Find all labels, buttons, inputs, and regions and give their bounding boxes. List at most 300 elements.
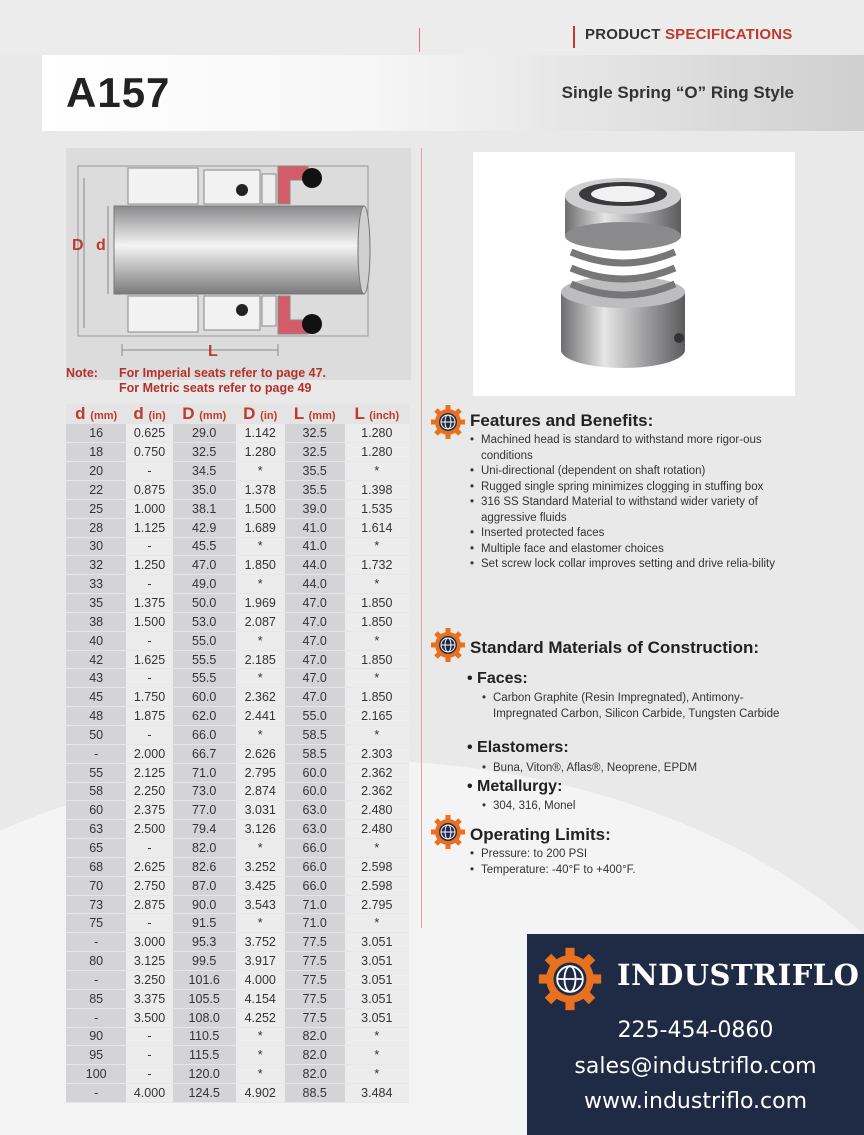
diagram-panel — [66, 148, 411, 380]
faces-label: • Faces: — [467, 670, 528, 687]
table-cell: 55.0 — [285, 707, 345, 726]
faces-list — [482, 691, 782, 722]
table-cell: 4.902 — [236, 1084, 285, 1103]
column-divider — [421, 148, 422, 928]
section-label — [573, 26, 793, 48]
column-symbol: D — [243, 404, 256, 423]
column-unit: (mm) — [90, 410, 118, 422]
table-cell: 124.5 — [173, 1084, 236, 1103]
table-row — [66, 537, 409, 556]
table-cell: * — [345, 669, 409, 688]
table-cell: - — [66, 744, 126, 763]
table-row — [66, 1008, 409, 1027]
features-title: Features and Benefits: — [470, 411, 654, 430]
table-cell: 38.1 — [173, 499, 236, 518]
table-cell: 2.303 — [345, 744, 409, 763]
table-cell: 62.0 — [173, 707, 236, 726]
table-row — [66, 763, 409, 782]
table-cell: 3.252 — [236, 857, 285, 876]
list-item: • Rugged single spring minimizes clogging in stuffing box — [470, 480, 790, 496]
list-item: • Set screw lock collar improves setting and drive relia-bility — [470, 557, 790, 573]
column-symbol: d — [133, 404, 144, 423]
table-cell: 77.5 — [285, 952, 345, 971]
list-item: • Buna, Viton®, Aflas®, Neoprene, EPDM — [482, 761, 782, 777]
table-cell: 2.598 — [345, 857, 409, 876]
table-cell: 47.0 — [173, 556, 236, 575]
table-row — [66, 499, 409, 518]
table-cell: 16 — [66, 424, 126, 443]
table-row — [66, 933, 409, 952]
table-cell: 88.5 — [285, 1084, 345, 1103]
table-cell: 101.6 — [173, 970, 236, 989]
column-header — [66, 404, 126, 424]
table-cell: 58 — [66, 782, 126, 801]
table-cell: 3.752 — [236, 933, 285, 952]
table-cell: * — [345, 1046, 409, 1065]
column-symbol: D — [182, 404, 195, 423]
table-cell: - — [126, 462, 172, 481]
table-row — [66, 707, 409, 726]
list-item: • Temperature: -40°F to +400°F. — [470, 863, 790, 879]
table-cell: * — [236, 669, 285, 688]
table-cell: 0.875 — [126, 481, 172, 500]
table-cell: 1.750 — [126, 688, 172, 707]
table-cell: 2.598 — [345, 876, 409, 895]
table-cell: 3.425 — [236, 876, 285, 895]
table-cell: - — [126, 839, 172, 858]
table-cell: * — [236, 1046, 285, 1065]
table-cell: 82.6 — [173, 857, 236, 876]
table-cell: * — [236, 462, 285, 481]
table-row — [66, 895, 409, 914]
table-cell: * — [236, 1027, 285, 1046]
table-cell: 33 — [66, 575, 126, 594]
table-cell: 60.0 — [173, 688, 236, 707]
table-cell: 1.280 — [345, 424, 409, 443]
limits-title: Operating Limits: — [470, 825, 611, 844]
table-cell: 71.0 — [285, 914, 345, 933]
note-label: Note: — [66, 366, 98, 380]
table-cell: 44.0 — [285, 556, 345, 575]
table-row — [66, 594, 409, 613]
table-cell: - — [66, 1084, 126, 1103]
table-cell: 2.795 — [236, 763, 285, 782]
table-cell: 2.125 — [126, 763, 172, 782]
table-cell: 39.0 — [285, 499, 345, 518]
table-cell: 35.0 — [173, 481, 236, 500]
table-cell: 1.850 — [345, 594, 409, 613]
table-cell: 91.5 — [173, 914, 236, 933]
table-cell: 3.051 — [345, 933, 409, 952]
industriflo-logo-icon — [537, 946, 603, 1012]
table-cell: - — [66, 970, 126, 989]
table-cell: 3.051 — [345, 970, 409, 989]
list-item: • Pressure: to 200 PSI — [470, 847, 790, 863]
contact-website[interactable]: www.industriflo.com — [583, 1089, 808, 1114]
table-cell: 1.535 — [345, 499, 409, 518]
table-cell: 49.0 — [173, 575, 236, 594]
table-cell: 47.0 — [285, 650, 345, 669]
brand-name: INDUSTRIFLO — [617, 958, 860, 992]
table-cell: * — [236, 914, 285, 933]
table-row — [66, 801, 409, 820]
table-cell: 38 — [66, 612, 126, 631]
table-row — [66, 669, 409, 688]
table-cell: 2.362 — [236, 688, 285, 707]
table-cell: 63 — [66, 820, 126, 839]
list-item: • 316 SS Standard Material to withstand wider variety of aggressive fluids — [470, 495, 790, 526]
table-cell: 25 — [66, 499, 126, 518]
dimension-label-D: D — [72, 237, 84, 254]
table-cell: * — [345, 1065, 409, 1084]
table-cell: 3.125 — [126, 952, 172, 971]
table-cell: 87.0 — [173, 876, 236, 895]
table-cell: 2.250 — [126, 782, 172, 801]
table-cell: 3.375 — [126, 989, 172, 1008]
table-cell: 3.250 — [126, 970, 172, 989]
table-cell: 3.051 — [345, 989, 409, 1008]
table-cell: 2.165 — [345, 707, 409, 726]
table-cell: 2.795 — [345, 895, 409, 914]
metallurgy-label: • Metallurgy: — [467, 778, 563, 795]
table-row — [66, 1065, 409, 1084]
table-cell: 1.280 — [236, 443, 285, 462]
table-cell: 22 — [66, 481, 126, 500]
table-header-row — [66, 404, 409, 424]
table-cell: 3.500 — [126, 1008, 172, 1027]
table-cell: 66.7 — [173, 744, 236, 763]
table-cell: 1.375 — [126, 594, 172, 613]
table-cell: 66.0 — [173, 726, 236, 745]
column-symbol: L — [293, 404, 304, 423]
table-cell: 60.0 — [285, 763, 345, 782]
table-cell: 2.362 — [345, 782, 409, 801]
table-cell: 77.5 — [285, 989, 345, 1008]
table-cell: 32.5 — [173, 443, 236, 462]
table-cell: 60 — [66, 801, 126, 820]
table-row — [66, 1046, 409, 1065]
list-item: • 304, 316, Monel — [482, 799, 782, 815]
features-list — [470, 433, 790, 573]
metallurgy-list — [482, 799, 782, 815]
table-cell: * — [345, 839, 409, 858]
column-unit: (in) — [148, 410, 166, 422]
table-cell: 80 — [66, 952, 126, 971]
table-cell: 73 — [66, 895, 126, 914]
table-cell: 66.0 — [285, 857, 345, 876]
table-row — [66, 952, 409, 971]
table-cell: 1.614 — [345, 518, 409, 537]
table-cell: 53.0 — [173, 612, 236, 631]
table-cell: 3.031 — [236, 801, 285, 820]
table-cell: - — [126, 631, 172, 650]
table-cell: 42 — [66, 650, 126, 669]
table-cell: 85 — [66, 989, 126, 1008]
list-item: • Uni-directional (dependent on shaft rotation) — [470, 464, 790, 480]
table-cell: - — [126, 669, 172, 688]
table-cell: 1.280 — [345, 443, 409, 462]
table-cell: 82.0 — [285, 1046, 345, 1065]
product-photo — [473, 152, 795, 396]
table-cell: - — [126, 1027, 172, 1046]
table-cell: * — [345, 575, 409, 594]
table-cell: 3.051 — [345, 1008, 409, 1027]
table-cell: 95 — [66, 1046, 126, 1065]
table-row — [66, 914, 409, 933]
table-cell: 55.5 — [173, 669, 236, 688]
table-cell: * — [345, 631, 409, 650]
table-cell: 1.689 — [236, 518, 285, 537]
column-symbol: d — [75, 404, 86, 423]
table-cell: 47.0 — [285, 594, 345, 613]
table-body — [66, 424, 409, 1102]
table-cell: 66.0 — [285, 876, 345, 895]
table-cell: 77.0 — [173, 801, 236, 820]
table-cell: 35.5 — [285, 462, 345, 481]
table-cell: 82.0 — [285, 1065, 345, 1084]
materials-title: Standard Materials of Construction: — [470, 638, 760, 657]
table-cell: 47.0 — [285, 669, 345, 688]
table-cell: * — [345, 462, 409, 481]
table-cell: 100 — [66, 1065, 126, 1084]
table-cell: 60.0 — [285, 782, 345, 801]
limits-list — [470, 847, 790, 878]
table-cell: 55.0 — [173, 631, 236, 650]
table-cell: 2.480 — [345, 820, 409, 839]
table-row — [66, 820, 409, 839]
table-cell: * — [236, 537, 285, 556]
dimension-label-d: d — [96, 237, 106, 254]
table-cell: 68 — [66, 857, 126, 876]
table-cell: 29.0 — [173, 424, 236, 443]
table-cell: 43 — [66, 669, 126, 688]
table-cell: 41.0 — [285, 518, 345, 537]
table-cell: * — [345, 1027, 409, 1046]
table-cell: 3.543 — [236, 895, 285, 914]
table-cell: 105.5 — [173, 989, 236, 1008]
column-unit: (inch) — [369, 410, 400, 422]
table-cell: 2.626 — [236, 744, 285, 763]
table-row — [66, 857, 409, 876]
table-cell: - — [126, 537, 172, 556]
note-line-2: For Metric seats refer to page 49 — [119, 381, 312, 395]
table-cell: 32 — [66, 556, 126, 575]
table-cell: 2.874 — [236, 782, 285, 801]
table-cell: 82.0 — [285, 1027, 345, 1046]
table-cell: 82.0 — [173, 839, 236, 858]
table-cell: 35.5 — [285, 481, 345, 500]
contact-phone[interactable]: 225-454-0860 — [617, 1018, 774, 1043]
table-cell: 2.750 — [126, 876, 172, 895]
table-cell: 1.732 — [345, 556, 409, 575]
list-item: • Inserted protected faces — [470, 526, 790, 542]
table-cell: 120.0 — [173, 1065, 236, 1084]
column-header — [126, 404, 172, 424]
table-cell: 77.5 — [285, 970, 345, 989]
table-cell: 99.5 — [173, 952, 236, 971]
table-cell: 2.875 — [126, 895, 172, 914]
table-cell: 110.5 — [173, 1027, 236, 1046]
column-header — [173, 404, 236, 424]
table-cell: 4.000 — [126, 1084, 172, 1103]
table-row — [66, 650, 409, 669]
table-cell: 2.441 — [236, 707, 285, 726]
note-line-1: For Imperial seats refer to page 47. — [119, 366, 327, 380]
column-symbol: L — [354, 404, 365, 423]
table-cell: 4.252 — [236, 1008, 285, 1027]
table-cell: 30 — [66, 537, 126, 556]
table-cell: 0.750 — [126, 443, 172, 462]
table-cell: 3.484 — [345, 1084, 409, 1103]
table-cell: 4.000 — [236, 970, 285, 989]
table-row — [66, 970, 409, 989]
table-cell: 1.625 — [126, 650, 172, 669]
column-unit: (mm) — [308, 410, 336, 422]
table-cell: 63.0 — [285, 801, 345, 820]
table-cell: 47.0 — [285, 612, 345, 631]
table-cell: 2.185 — [236, 650, 285, 669]
table-cell: - — [126, 575, 172, 594]
contact-email[interactable]: sales@industriflo.com — [574, 1054, 817, 1079]
table-cell: 34.5 — [173, 462, 236, 481]
table-cell: 71.0 — [173, 763, 236, 782]
column-header — [236, 404, 285, 424]
table-cell: 45.5 — [173, 537, 236, 556]
table-cell: 58.5 — [285, 744, 345, 763]
table-cell: 42.9 — [173, 518, 236, 537]
table-cell: 1.500 — [236, 499, 285, 518]
table-cell: 66.0 — [285, 839, 345, 858]
table-cell: * — [345, 914, 409, 933]
table-cell: * — [236, 575, 285, 594]
product-subtitle: Single Spring “O” Ring Style — [561, 83, 794, 102]
table-cell: * — [345, 537, 409, 556]
table-cell: 35 — [66, 594, 126, 613]
table-cell: 79.4 — [173, 820, 236, 839]
table-cell: 77.5 — [285, 933, 345, 952]
table-row — [66, 612, 409, 631]
table-cell: 1.850 — [345, 612, 409, 631]
gear-globe-icon — [430, 404, 466, 440]
table-cell: - — [126, 914, 172, 933]
table-cell: * — [236, 631, 285, 650]
table-cell: 1.398 — [345, 481, 409, 500]
table-cell: 28 — [66, 518, 126, 537]
table-cell: 45 — [66, 688, 126, 707]
table-row — [66, 462, 409, 481]
table-cell: * — [236, 726, 285, 745]
table-cell: - — [126, 726, 172, 745]
table-cell: 1.125 — [126, 518, 172, 537]
table-cell: 3.917 — [236, 952, 285, 971]
list-item: • Multiple face and elastomer choices — [470, 542, 790, 558]
table-row — [66, 876, 409, 895]
table-cell: 3.126 — [236, 820, 285, 839]
column-unit: (in) — [260, 410, 278, 422]
table-cell: - — [126, 1046, 172, 1065]
table-row — [66, 556, 409, 575]
table-row — [66, 1027, 409, 1046]
table-cell: 2.375 — [126, 801, 172, 820]
table-cell: 73.0 — [173, 782, 236, 801]
seal-cross-section-diagram — [66, 148, 411, 380]
table-row — [66, 782, 409, 801]
table-cell: 50 — [66, 726, 126, 745]
column-header — [345, 404, 409, 424]
table-cell: 1.250 — [126, 556, 172, 575]
model-number: A157 — [66, 69, 171, 116]
table-cell: - — [66, 1008, 126, 1027]
table-cell: - — [66, 933, 126, 952]
table-cell: 1.850 — [345, 650, 409, 669]
contact-box — [527, 934, 864, 1135]
table-cell: 47.0 — [285, 688, 345, 707]
table-cell: 1.969 — [236, 594, 285, 613]
table-cell: 2.362 — [345, 763, 409, 782]
table-cell: 55.5 — [173, 650, 236, 669]
table-cell: 63.0 — [285, 820, 345, 839]
table-cell: 18 — [66, 443, 126, 462]
table-cell: 2.000 — [126, 744, 172, 763]
top-bar — [0, 0, 864, 55]
table-cell: 71.0 — [285, 895, 345, 914]
table-cell: 32.5 — [285, 443, 345, 462]
table-row — [66, 839, 409, 858]
seal-photo-illustration — [473, 152, 795, 396]
table-cell: 4.154 — [236, 989, 285, 1008]
table-row — [66, 481, 409, 500]
table-cell: 40 — [66, 631, 126, 650]
table-cell: 70 — [66, 876, 126, 895]
table-cell: 1.378 — [236, 481, 285, 500]
column-unit: (mm) — [199, 410, 227, 422]
dimension-label-L: L — [208, 343, 218, 360]
table-cell: 108.0 — [173, 1008, 236, 1027]
table-row — [66, 443, 409, 462]
table-cell: 1.000 — [126, 499, 172, 518]
table-row — [66, 575, 409, 594]
table-row — [66, 631, 409, 650]
elastomers-list — [482, 761, 782, 777]
table-cell: * — [236, 1065, 285, 1084]
table-cell: - — [126, 1065, 172, 1084]
elastomers-label: • Elastomers: — [467, 739, 569, 756]
table-cell: 90 — [66, 1027, 126, 1046]
spec-prefix: PRODUCT — [585, 26, 661, 43]
table-cell: 0.625 — [126, 424, 172, 443]
table-cell: 48 — [66, 707, 126, 726]
table-row — [66, 726, 409, 745]
table-cell: 115.5 — [173, 1046, 236, 1065]
table-cell: 32.5 — [285, 424, 345, 443]
table-cell: 58.5 — [285, 726, 345, 745]
table-row — [66, 1084, 409, 1103]
table-row — [66, 424, 409, 443]
table-cell: 2.625 — [126, 857, 172, 876]
table-row — [66, 744, 409, 763]
list-item: • Machined head is standard to withstand more rigor-ous conditions — [470, 433, 790, 464]
top-divider — [419, 28, 420, 52]
table-cell: 90.0 — [173, 895, 236, 914]
spec-suffix: SPECIFICATIONS — [664, 26, 793, 43]
column-header — [285, 404, 345, 424]
table-cell: 1.500 — [126, 612, 172, 631]
table-cell: 47.0 — [285, 631, 345, 650]
table-row — [66, 688, 409, 707]
table-cell: 3.000 — [126, 933, 172, 952]
header-band — [42, 55, 864, 131]
table-cell: 2.087 — [236, 612, 285, 631]
